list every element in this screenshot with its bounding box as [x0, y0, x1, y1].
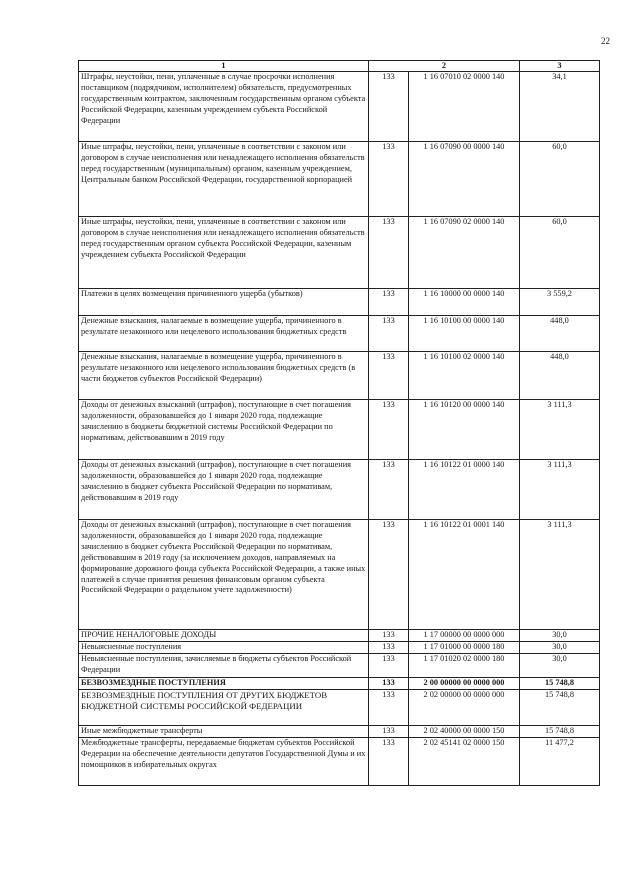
row-amount-cell: 15 748,8: [520, 690, 600, 726]
row-amount-cell: 60,0: [520, 217, 600, 289]
row-amount-cell: 3 111,3: [520, 400, 600, 460]
row-budget-code-cell: 1 16 10000 00 0000 140: [409, 289, 520, 316]
row-amount-cell: 3 111,3: [520, 460, 600, 520]
header-col-sum: 3: [520, 61, 600, 72]
row-budget-code-cell: 1 16 07010 02 0000 140: [409, 72, 520, 142]
row-name-cell: Доходы от денежных взысканий (штрафов), поступающие в счет погашения задолженности, образовавшейся до 1 января 2020 года, подлежащие зачислению в бюджет субъекта Российской Федерации по нормативам, действовавшим в 2019 году (за исключением доходов, направляемых на формирование дорожного фонда субъекта Российской Федерации, а также иных платежей в случае принятия решения финансовым органом субъекта Российской Федерации о раздельном учете задолженности): [79, 520, 369, 630]
table-row: [79, 678, 600, 690]
page-number: 22: [601, 36, 610, 46]
row-budget-code-cell: 1 17 01000 00 0000 180: [409, 642, 520, 654]
row-name-cell: Иные штрафы, неустойки, пени, уплаченные в соответствии с законом или договором в случае неисполнения или ненадлежащего исполнения обязательств перед государственным (муниципальным) органом, казенным учреждением, Центральным банком Российской Федерации, государственной корпорацией: [79, 142, 369, 217]
row-amount-cell: 30,0: [520, 642, 600, 654]
row-admin-code-cell: 133: [369, 460, 409, 520]
row-admin-code-cell: 133: [369, 738, 409, 786]
row-name-cell: Межбюджетные трансферты, передаваемые бюджетам субъектов Российской Федерации на обеспечение деятельности депутатов Государственной Думы и их помощников в избирательных округах: [79, 738, 369, 786]
row-budget-code-cell: 2 02 40000 00 0000 150: [409, 726, 520, 738]
row-budget-code-cell: 1 16 10120 00 0000 140: [409, 400, 520, 460]
row-admin-code-cell: 133: [369, 217, 409, 289]
row-amount-cell: 3 559,2: [520, 289, 600, 316]
row-name-cell: БЕЗВОЗМЕЗДНЫЕ ПОСТУПЛЕНИЯ: [79, 678, 369, 690]
row-name-cell: Невыясненные поступления: [79, 642, 369, 654]
row-name-cell: Иные штрафы, неустойки, пени, уплаченные в соответствии с законом или договором в случае неисполнения или ненадлежащего исполнения обязательств перед государственным органом субъекта Российской Федерации, казенным учреждением субъекта Российской Федерации: [79, 217, 369, 289]
row-amount-cell: 3 111,3: [520, 520, 600, 630]
table-row: [79, 726, 600, 738]
table-row: [79, 738, 600, 786]
table-row: [79, 217, 600, 289]
row-name-cell: Денежные взыскания, налагаемые в возмещение ущерба, причиненного в результате незаконного или нецелевого использования бюджетных средств: [79, 316, 369, 352]
row-amount-cell: 30,0: [520, 630, 600, 642]
row-admin-code-cell: 133: [369, 630, 409, 642]
row-name-cell: БЕЗВОЗМЕЗДНЫЕ ПОСТУПЛЕНИЯ ОТ ДРУГИХ БЮДЖЕТОВ БЮДЖЕТНОЙ СИСТЕМЫ РОССИЙСКОЙ ФЕДЕРАЦИИ: [79, 690, 369, 726]
table-row: [79, 142, 600, 217]
row-budget-code-cell: 1 17 01020 02 0000 180: [409, 654, 520, 678]
table-row: [79, 400, 600, 460]
table-row: [79, 352, 600, 400]
row-name-cell: Денежные взыскания, налагаемые в возмещение ущерба, причиненного в результате незаконного или нецелевого использования бюджетных средств (в части бюджетов субъектов Российской Федерации): [79, 352, 369, 400]
row-budget-code-cell: 1 17 00000 00 0000 000: [409, 630, 520, 642]
row-budget-code-cell: 1 16 07090 00 0000 140: [409, 142, 520, 217]
row-budget-code-cell: 2 00 00000 00 0000 000: [409, 678, 520, 690]
table-row: [79, 630, 600, 642]
revenue-table: [78, 60, 600, 786]
row-budget-code-cell: 2 02 00000 00 0000 000: [409, 690, 520, 726]
row-admin-code-cell: 133: [369, 678, 409, 690]
row-budget-code-cell: 1 16 10122 01 0000 140: [409, 460, 520, 520]
row-amount-cell: 15 748,8: [520, 678, 600, 690]
row-admin-code-cell: 133: [369, 316, 409, 352]
row-name-cell: Штрафы, неустойки, пени, уплаченные в случае просрочки исполнения поставщиком (подрядчиком, исполнителем) обязательств, предусмотренных государственным контрактом, заключенным государственным органом субъекта Российской Федерации, казенным учреждением субъекта Российской Федерации: [79, 72, 369, 142]
row-admin-code-cell: 133: [369, 654, 409, 678]
table-row: [79, 289, 600, 316]
row-amount-cell: 11 477,2: [520, 738, 600, 786]
row-budget-code-cell: 1 16 10100 02 0000 140: [409, 352, 520, 400]
row-budget-code-cell: 1 16 07090 02 0000 140: [409, 217, 520, 289]
header-col-name: 1: [79, 61, 369, 72]
row-admin-code-cell: 133: [369, 142, 409, 217]
row-admin-code-cell: 133: [369, 642, 409, 654]
table-header-row: [79, 61, 600, 72]
row-admin-code-cell: 133: [369, 72, 409, 142]
row-admin-code-cell: 133: [369, 520, 409, 630]
table-body: [79, 72, 600, 786]
row-admin-code-cell: 133: [369, 352, 409, 400]
table-row: [79, 690, 600, 726]
row-amount-cell: 448,0: [520, 352, 600, 400]
row-admin-code-cell: 133: [369, 690, 409, 726]
row-admin-code-cell: 133: [369, 289, 409, 316]
table-row: [79, 642, 600, 654]
header-col-code: 2: [369, 61, 520, 72]
row-budget-code-cell: 1 16 10122 01 0001 140: [409, 520, 520, 630]
row-amount-cell: 448,0: [520, 316, 600, 352]
row-amount-cell: 60,0: [520, 142, 600, 217]
row-name-cell: Платежи в целях возмещения причиненного ущерба (убытков): [79, 289, 369, 316]
row-admin-code-cell: 133: [369, 400, 409, 460]
row-amount-cell: 34,1: [520, 72, 600, 142]
table-row: [79, 460, 600, 520]
row-name-cell: Доходы от денежных взысканий (штрафов), поступающие в счет погашения задолженности, образовавшейся до 1 января 2020 года, подлежащие зачислению в бюджеты бюджетной системы Российской Федерации по нормативам, действовавшим в 2019 году: [79, 400, 369, 460]
table-row: [79, 654, 600, 678]
row-budget-code-cell: 2 02 45141 02 0000 150: [409, 738, 520, 786]
row-amount-cell: 15 748,8: [520, 726, 600, 738]
table-row: [79, 520, 600, 630]
row-name-cell: Доходы от денежных взысканий (штрафов), поступающие в счет погашения задолженности, образовавшейся до 1 января 2020 года, подлежащие зачислению в бюджет субъекта Российской Федерации по нормативам, действовавшим в 2019 году: [79, 460, 369, 520]
row-amount-cell: 30,0: [520, 654, 600, 678]
table-row: [79, 72, 600, 142]
row-name-cell: ПРОЧИЕ НЕНАЛОГОВЫЕ ДОХОДЫ: [79, 630, 369, 642]
row-name-cell: Иные межбюджетные трансферты: [79, 726, 369, 738]
row-budget-code-cell: 1 16 10100 00 0000 140: [409, 316, 520, 352]
table-row: [79, 316, 600, 352]
row-admin-code-cell: 133: [369, 726, 409, 738]
row-name-cell: Невыясненные поступления, зачисляемые в бюджеты субъектов Российской Федерации: [79, 654, 369, 678]
